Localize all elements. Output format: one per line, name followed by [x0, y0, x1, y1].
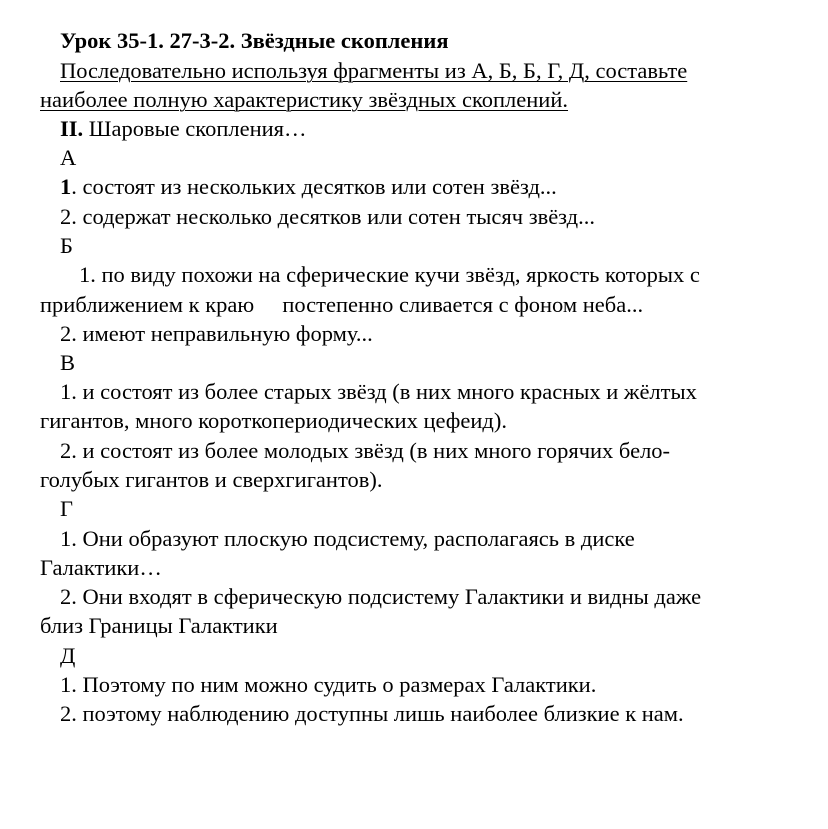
- group-v-letter: В: [60, 350, 76, 375]
- group-d-item-1: 1. Поэтому по ним можно судить о размерах Галактики.: [60, 672, 597, 697]
- group-d-item-2: 2. поэтому наблюдению доступны лишь наиболее близкие к нам.: [60, 701, 684, 726]
- group-v-item-2-line-2: голубых гигантов и сверхгигантов).: [40, 467, 383, 492]
- group-v-item-1-line-1: 1. и состоят из более старых звёзд (в них много красных и жёлтых: [60, 379, 697, 404]
- instruction-line-1: Последовательно используя фрагменты из А, Б, Б, Г, Д, составьте: [60, 58, 688, 83]
- group-a-letter: А: [60, 145, 77, 170]
- group-b-letter: Б: [60, 233, 73, 258]
- instruction-line-2: наиболее полную характеристику звёздных скоплений.: [40, 87, 569, 112]
- lesson-title: Урок 35-1. 27-3-2. Звёздные скопления: [60, 28, 449, 53]
- section-title: Шаровые скопления…: [83, 116, 307, 141]
- group-b-item-1-line-2: приближением к краю постепенно сливается с фоном неба...: [40, 292, 644, 317]
- group-g-item-2-line-1: 2. Они входят в сферическую подсистему Галактики и видны даже: [60, 584, 702, 609]
- group-v-item-2-line-1: 2. и состоят из более молодых звёзд (в них много горячих бело-: [60, 438, 671, 463]
- group-a-item-1: [60, 172, 557, 201]
- group-a-item-1-text: . состоят из нескольких десятков или сотен звёзд...: [71, 174, 557, 199]
- group-a-item-1-number: 1: [60, 174, 72, 199]
- group-g-item-1-line-2: Галактики…: [40, 555, 162, 580]
- group-b-item-2: 2. имеют неправильную форму...: [60, 321, 373, 346]
- group-d-letter: Д: [60, 643, 76, 668]
- section-number: II.: [60, 116, 84, 141]
- group-b-item-1-line-1: 1. по виду похожи на сферические кучи звёзд, яркость которых с: [79, 262, 700, 287]
- group-a-item-2: 2. содержат несколько десятков или сотен тысяч звёзд...: [60, 204, 595, 229]
- section-heading: [60, 114, 307, 143]
- group-g-item-2-line-2: близ Границы Галактики: [40, 613, 278, 638]
- group-v-item-1-line-2: гигантов, много короткопериодических цефеид).: [40, 408, 507, 433]
- group-g-item-1-line-1: 1. Они образуют плоскую подсистему, располагаясь в диске: [60, 526, 635, 551]
- group-g-letter: Г: [60, 496, 74, 521]
